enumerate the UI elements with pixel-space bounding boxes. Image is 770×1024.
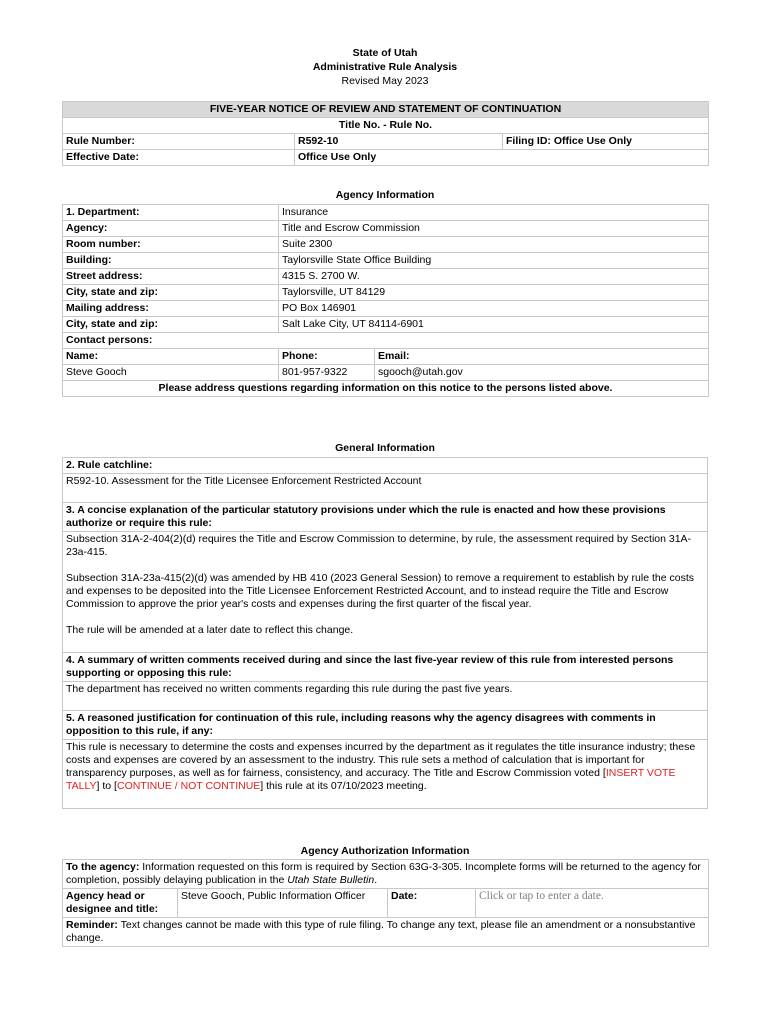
to-agency-text: Information requested on this form is required by Section 63G-3-305. Incomplete forms will be returned to the agency for completion, possibly delaying publication in the [66, 861, 701, 886]
agency-head-value[interactable]: Steve Gooch, Public Information Officer [178, 889, 388, 918]
section4-text: The department has received no written comments regarding this rule during the past five years. [63, 682, 708, 711]
contact-persons-label: Contact persons: [63, 333, 709, 349]
section3-paragraph: The rule will be amended at a later date to reflect this change. [66, 624, 354, 636]
agency-label: Mailing address: [63, 301, 279, 317]
general-heading: General Information [335, 442, 435, 454]
agency-value: Title and Escrow Commission [279, 221, 709, 237]
rule-number-label: Rule Number: [63, 134, 295, 150]
contact-email: sgooch@utah.gov [375, 365, 709, 381]
revision-date: Revised May 2023 [341, 75, 429, 87]
agency-value: Salt Lake City, UT 84114-6901 [279, 317, 709, 333]
authorization-table [62, 859, 709, 947]
agency-value: Insurance [279, 205, 709, 221]
effective-date-label: Effective Date: [63, 150, 295, 166]
section5-text [63, 740, 708, 809]
form-title: Administrative Rule Analysis [312, 61, 458, 73]
filing-id: Filing ID: Office Use Only [503, 134, 709, 150]
general-table [62, 457, 708, 809]
agency-value: Suite 2300 [279, 237, 709, 253]
agency-label: Building: [63, 253, 279, 269]
date-label: Date: [388, 889, 476, 918]
header [0, 46, 770, 88]
reminder-text: Text changes cannot be made with this type of rule filing. To change any text, please file an amendment or a nonsubstantive change. [66, 919, 696, 944]
contact-name: Steve Gooch [63, 365, 279, 381]
bulletin-name: Utah State Bulletin [287, 874, 375, 886]
section3-paragraph: Subsection 31A-2-404(2)(d) requires the Title and Escrow Commission to determine, by rule, the assessment required by Section 31A-23a-415. [66, 533, 692, 558]
contact-name-header: Name: [63, 349, 279, 365]
section5-text-c: ] this rule at its 07/10/2023 meeting. [260, 780, 427, 792]
rule-number-value: R592-10 [295, 134, 503, 150]
contact-email-header: Email: [375, 349, 709, 365]
notice-table [62, 101, 709, 166]
state-title: State of Utah [352, 47, 418, 59]
agency-value: 4315 S. 2700 W. [279, 269, 709, 285]
notice-title: FIVE-YEAR NOTICE OF REVIEW AND STATEMENT OF CONTINUATION [63, 102, 709, 118]
section4-label: 4. A summary of written comments received during and since the last five-year review of this rule from interested persons supporting or opposing this rule: [63, 653, 708, 682]
agency-label: 1. Department: [63, 205, 279, 221]
to-agency-note [63, 860, 709, 889]
agency-value: Taylorsville, UT 84129 [279, 285, 709, 301]
to-agency-label: To the agency: [66, 861, 140, 873]
agency-table [62, 204, 709, 397]
agency-label: Room number: [63, 237, 279, 253]
agency-heading: Agency Information [335, 189, 435, 201]
section5-text-a: This rule is necessary to determine the costs and expenses incurred by the department as it regulates the title insurance industry; these costs and expenses are covered by an assessment to the industry. This rule sets a method of calculation that is important for transparency purposes, as well as for fairness, consistency, and accuracy. The Title and Escrow Commission voted [ [66, 741, 696, 779]
catchline-label: 2. Rule catchline: [63, 458, 708, 474]
agency-label: City, state and zip: [63, 317, 279, 333]
section3-text [63, 532, 708, 653]
section3-paragraph: Subsection 31A-23a-415(2)(d) was amended by HB 410 (2023 General Session) to remove a requirement to establish by rule the costs and expenses to be deposited into the Title Licensee Enforcement Restricted Account, and to instead require the Title and Escrow Commission to approve the prior year's costs and expenses during the first quarter of the fiscal year. [66, 572, 695, 610]
reminder-note [63, 918, 709, 947]
section5-text-b: ] to [ [96, 780, 117, 792]
notice-subtitle: Title No. - Rule No. [63, 118, 709, 134]
contact-phone: 801-957-9322 [279, 365, 375, 381]
contact-note: Please address questions regarding information on this notice to the persons listed above. [63, 381, 709, 397]
section5-label: 5. A reasoned justification for continuation of this rule, including reasons why the agency disagrees with comments in opposition to this rule, if any: [63, 711, 708, 740]
effective-date-value: Office Use Only [295, 150, 709, 166]
catchline-text: R592-10. Assessment for the Title Licensee Enforcement Restricted Account [63, 474, 708, 503]
agency-value: Taylorsville State Office Building [279, 253, 709, 269]
agency-label: Agency: [63, 221, 279, 237]
reminder-label: Reminder: [66, 919, 118, 931]
contact-phone-header: Phone: [279, 349, 375, 365]
vote-tally-placeholder[interactable]: INSERT VOTE TALLY [66, 767, 676, 792]
agency-label: City, state and zip: [63, 285, 279, 301]
authorization-heading: Agency Authorization Information [300, 845, 470, 857]
section3-label: 3. A concise explanation of the particular statutory provisions under which the rule is enacted and how these provisions authorize or require this rule: [63, 503, 708, 532]
agency-label: Street address: [63, 269, 279, 285]
agency-value: PO Box 146901 [279, 301, 709, 317]
continue-placeholder[interactable]: CONTINUE / NOT CONTINUE [116, 780, 261, 792]
date-field[interactable]: Click or tap to enter a date. [476, 889, 709, 918]
to-agency-end: . [374, 874, 378, 886]
agency-head-label: Agency head or designee and title: [63, 889, 178, 918]
